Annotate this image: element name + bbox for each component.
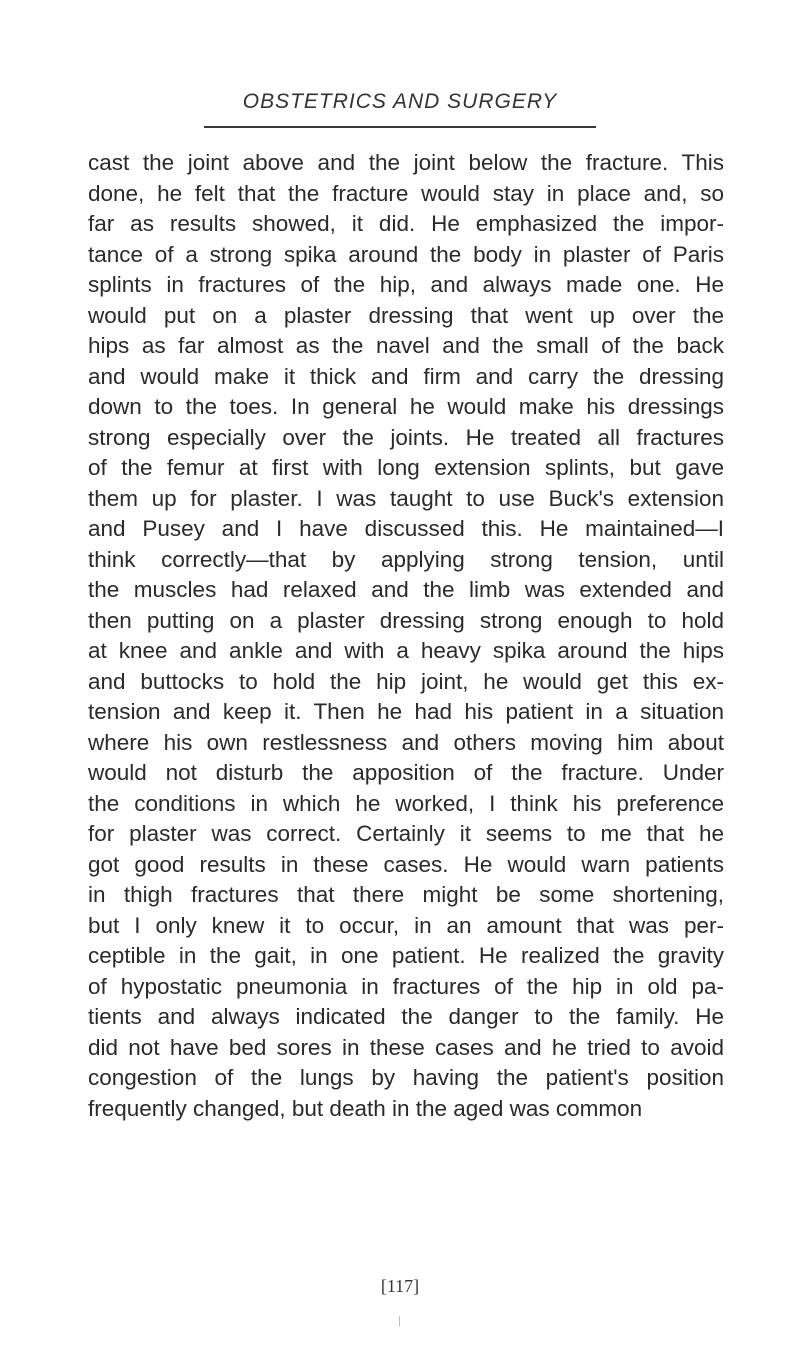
text-line: of hypostatic pneumonia in fractures of the hip in old pa- <box>88 973 724 999</box>
running-head: OBSTETRICS AND SURGERY <box>242 90 558 113</box>
page-number: [117] <box>380 1276 420 1296</box>
text-line: them up for plaster. I was taught to use Buck's extension <box>88 485 724 511</box>
text-line: would put on a plaster dressing that went up over the <box>88 302 724 328</box>
text-line: down to the toes. In general he would make his dressings <box>88 394 724 419</box>
text-line: far as results showed, it did. He emphasized the impor- <box>88 211 724 236</box>
text-line: then putting on a plaster dressing strong enough to hold <box>88 607 724 633</box>
text-line: in thigh fractures that there might be some shortening, <box>88 882 724 907</box>
text-line: strong especially over the joints. He treated all fractures <box>88 424 724 450</box>
text-line: did not have bed sores in these cases and he tried to avoid <box>88 1034 724 1060</box>
text-line: the conditions in which he worked, I think his preference <box>88 790 724 816</box>
text-line: for plaster was correct. Certainly it seems to me that he <box>88 821 724 846</box>
text-line: but I only knew it to occur, in an amount that was per- <box>88 912 724 938</box>
text-line: and Pusey and I have discussed this. He maintained—I <box>88 516 724 541</box>
text-line: would not disturb the apposition of the fracture. Under <box>88 760 724 785</box>
text-line: congestion of the lungs by having the patient's position <box>88 1065 724 1090</box>
text-line: ceptible in the gait, in one patient. He realized the gravity <box>88 943 724 968</box>
text-line: splints in fractures of the hip, and always made one. He <box>88 272 724 297</box>
header-rule <box>204 126 596 128</box>
text-line: and buttocks to hold the hip joint, he would get this ex- <box>88 668 724 694</box>
text-line: frequently changed, but death in the aged was common <box>88 1095 643 1121</box>
text-line: tension and keep it. Then he had his patient in a situation <box>88 699 724 724</box>
print-speck <box>399 1316 400 1326</box>
text-line: at knee and ankle and with a heavy spika around the hips <box>88 638 724 663</box>
text-line: where his own restlessness and others moving him about <box>88 729 724 755</box>
body-text <box>88 148 724 1124</box>
text-line: hips as far almost as the navel and the small of the back <box>88 333 724 358</box>
text-line: of the femur at first with long extension splints, but gave <box>88 455 724 480</box>
text-line: think correctly—that by applying strong tension, until <box>88 546 724 572</box>
text-line: tients and always indicated the danger to the family. He <box>88 1004 724 1029</box>
text-line: and would make it thick and firm and carry the dressing <box>88 363 724 389</box>
text-line: done, he felt that the fracture would stay in place and, so <box>88 180 724 206</box>
text-line: cast the joint above and the joint below the fracture. This <box>88 150 724 175</box>
text-line: tance of a strong spika around the body in plaster of Paris <box>88 241 724 267</box>
text-line: got good results in these cases. He would warn patients <box>88 851 724 877</box>
text-line: the muscles had relaxed and the limb was extended and <box>88 577 724 602</box>
